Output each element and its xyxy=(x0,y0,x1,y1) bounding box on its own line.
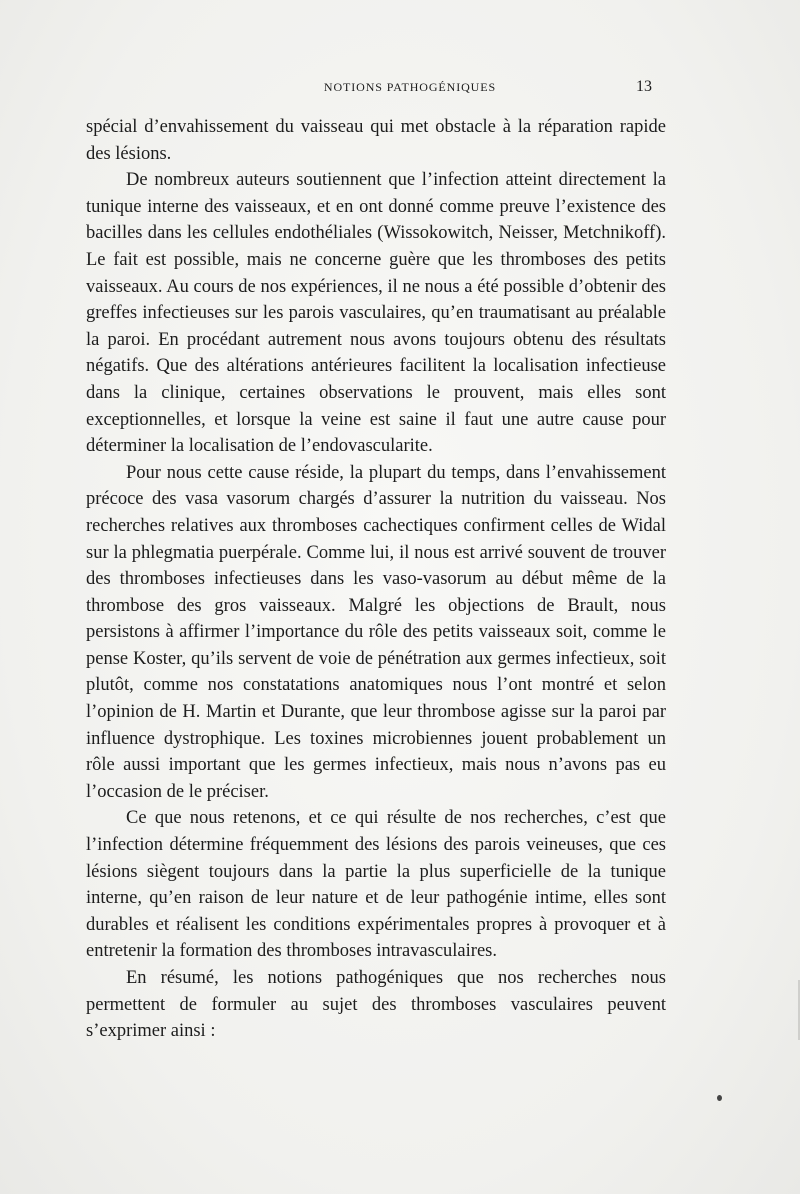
running-title: NOTIONS PATHOGÉNIQUES xyxy=(323,80,497,94)
paragraph: De nombreux auteurs soutiennent que l’infection atteint directement la tunique interne des vaisseaux, et en ont donné comme preuve l’existence des bacilles dans les cellules endothéliales (Wissokowitch, Neisser, Metchnikoff). Le fait est possible, mais ne concerne guère que les thromboses des petits vaisseaux. Au cours de nos expériences, il ne nous a été possible d’obtenir des greffes infectieuses sur les parois vasculaires, qu’en traumatisant au préalable la paroi. En procédant autrement nous avons toujours obtenu des résultats négatifs. Que des altérations antérieures facilitent la localisation infectieuse dans la clinique, certaines observations le prouvent, mais elles sont exceptionnelles, et lorsque la veine est saine il faut une autre cause pour déterminer la localisation de l’endovascularite. xyxy=(86,170,666,457)
running-header xyxy=(0,78,800,98)
paragraph-continuation: spécial d’envahissement du vaisseau qui met obstacle à la réparation rapide des lésions. xyxy=(86,117,666,164)
paragraph: Ce que nous retenons, et ce qui résulte de nos recherches, c’est que l’infection détermine fréquemment des lésions des parois veineuses, que ces lésions siègent toujours dans la partie la plus superficielle de la tunique interne, qu’en raison de leur nature et de leur pathogénie intime, elles sont durables et réalisent les conditions expérimentales propres à provoquer et à entretenir la formation des thromboses intravasculaires. xyxy=(86,808,666,962)
page-number: 13 xyxy=(636,78,652,95)
ink-speck xyxy=(717,1095,722,1101)
paragraph: Pour nous cette cause réside, la plupart du temps, dans l’envahissement précoce des vasa vasorum chargés d’assurer la nutrition du vaisseau. Nos recherches relatives aux thromboses cachectiques confirment celles de Widal sur la phlegmatia puerpérale. Comme lui, il nous est arrivé souvent de trouver des thromboses infectieuses dans les vaso-vasorum au début même de la thrombose des gros vaisseaux. Malgré les objections de Brault, nous persistons à affirmer l’importance du rôle des petits vaisseaux soit, comme le pense Koster, qu’ils servent de voie de pénétration aux germes infectieux, soit plutôt, comme nos constatations anatomiques nous l’ont montré et selon l’opinion de H. Martin et Durante, que leur thrombose agisse sur la paroi par influence dystrophique. Les toxines microbiennes jouent probablement un rôle aussi important que les germes infectieux, mais nous n’avons pas eu l’occasion de le préciser. xyxy=(86,462,666,802)
body-text xyxy=(86,114,666,1045)
paragraph: En résumé, les notions pathogéniques que nos recherches nous permettent de formuler au sujet des thromboses vasculaires peuvent s’exprimer ainsi : xyxy=(86,968,666,1042)
